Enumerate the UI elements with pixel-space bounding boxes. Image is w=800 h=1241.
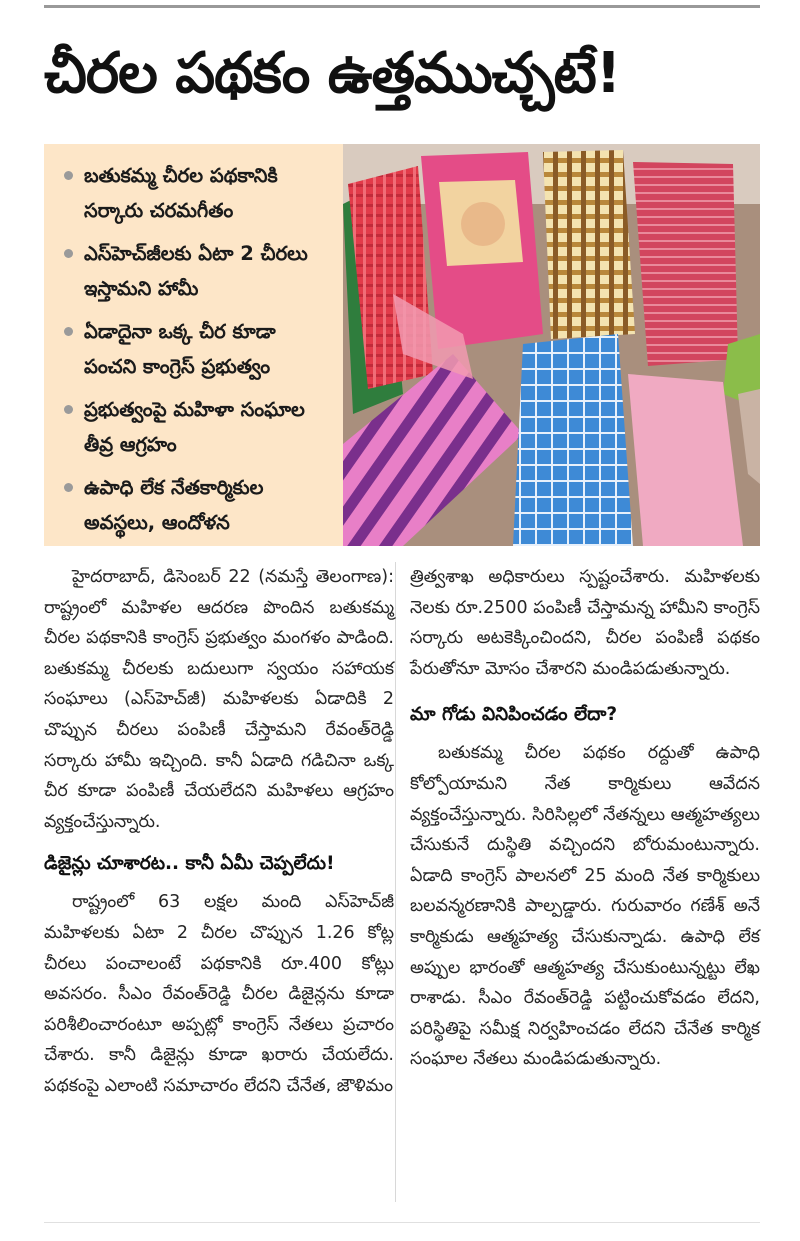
article-paragraph: బతుకమ్మ చీరల పథకం రద్దుతో ఉపాధి కోల్పోయామని నేత కార్మికులు ఆవేదన వ్యక్తంచేస్తున్నారు. సిరిసిల్లలో నేతన్నలు ఆత్మహత్యలు చేసుకునే దుస్థితి వచ్చిందని బోరుమంటున్నారు. ఏడాది కాంగ్రెస్ పాలనలో 25 మంది నేత కార్మికులు బలవన్మరణానికి పాల్పడ్డారు. గురువారం గణేశ్ అనే కార్మికుడు ఆత్మహత్య చేసుకున్నాడు. ఉపాధి లేక అప్పుల భారంతో ఆత్మహత్య చేసుకుంటున్నట్టు లేఖ రాశాడు. సీఎం రేవంత్‌రెడ్డి పట్టించుకోవడం లేదని, పరిస్థితిపై సమీక్ష నిర్వహించడం లేదని చేనేత కార్మిక సంఘాల నేతలు మండిపడుతున్నారు.: [410, 743, 760, 1070]
highlight-text: ఏడాదైనా ఒక్క చీర కూడా పంచని కాంగ్రెస్ ప్రభుత్వం: [84, 320, 276, 378]
sarees-photo: [343, 144, 760, 546]
bottom-rule: [44, 1222, 760, 1223]
highlight-text: ఎస్‌హెచ్‌జీలకు ఏటా 2 చీరలు ఇస్తామని హామీ: [84, 242, 308, 300]
article-column-right: [410, 562, 760, 1075]
highlight-text: ప్రభుత్వంపై మహిళా సంఘాల తీవ్ర ఆగ్రహం: [84, 398, 305, 456]
highlight-text: ఉపాధి లేక నేతకార్మికుల అవస్థలు, ఆందోళన: [84, 476, 264, 534]
bullet-icon: [64, 171, 73, 180]
highlight-item: [64, 158, 333, 228]
highlight-item: [64, 236, 333, 306]
section-subhead: డిజైన్లు చూశారట.. కానీ ఏమీ చెప్పలేదు!: [44, 853, 335, 875]
bullet-icon: [64, 405, 73, 414]
highlight-item: [64, 392, 333, 462]
top-rule: [44, 5, 760, 8]
bullet-icon: [64, 483, 73, 492]
bullet-icon: [64, 327, 73, 336]
bullet-icon: [64, 249, 73, 258]
highlight-item: [64, 314, 333, 384]
article-paragraph: త్రిత్వశాఖ అధికారులు స్పష్టంచేశారు. మహిళలకు నెలకు రూ.2500 పంపిణీ చేస్తామన్న హామీని కాంగ్రెస్ సర్కారు అటకెక్కించిందని, చీరల పంపిణీ పథకం పేరుతోనూ మోసం చేశారని మండిపడుతున్నారు.: [410, 567, 760, 679]
column-divider: [395, 562, 396, 1202]
article-paragraph: రాష్ట్రంలో 63 లక్షల మంది ఎస్‌హెచ్‌జీ మహిళలకు ఏటా 2 చీరల చొప్పున 1.26 కోట్ల చీరలు పంచాలంటే పథకానికి రూ.400 కోట్లు అవసరం. సీఎం రేవంత్‌రెడ్డి చీరల డిజైన్లను కూడా పరిశీలించారంటూ అప్పట్లో కాంగ్రెస్ నేతలు ప్రచారం చేశారు. కానీ డిజైన్లు కూడా ఖరారు చేయలేదు. పథకంపై ఎలాంటి సమాచారం లేదని చేనేత, జౌళిమం: [44, 892, 394, 1096]
headline: చీరల పథకం ఉత్తముచ్చటే!: [44, 41, 621, 106]
article-paragraph: హైదరాబాద్, డిసెంబర్ 22 (నమస్తే తెలంగాణ): రాష్ట్రంలో మహిళల ఆదరణ పొందిన బతుకమ్మ చీరల పథకానికి కాంగ్రెస్ ప్రభుత్వం మంగళం పాడింది. బతుకమ్మ చీరలకు బదులుగా స్వయం సహాయక సంఘాలు (ఎస్‌హెచ్‌జీ) మహిళలకు ఏడాదికి 2 చొప్పున చీరలు పంపిణీ చేస్తామని రేవంత్‌రెడ్డి సర్కారు హామీ ఇచ్చింది. కానీ ఏడాది గడిచినా ఒక్క చీర కూడా పంపిణీ చేయలేదని మహిళలు ఆగ్రహం వ్యక్తంచేస్తున్నారు.: [44, 567, 394, 832]
highlights-box: [44, 144, 343, 546]
highlight-text: బతుకమ్మ చీరల పథకానికి సర్కారు చరమగీతం: [84, 164, 278, 222]
highlight-item: [64, 470, 333, 540]
article-column-left: [44, 562, 394, 1102]
section-subhead: మా గోడు వినిపించడం లేదా?: [410, 704, 618, 726]
